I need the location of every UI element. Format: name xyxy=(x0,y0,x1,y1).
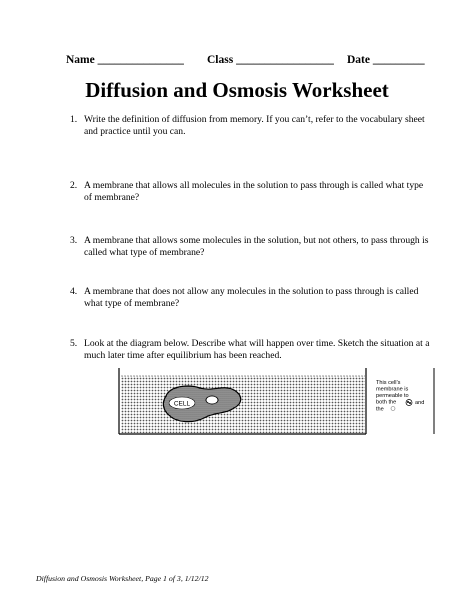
class-field-label: Class _________________ xyxy=(207,54,334,66)
caption-line: and xyxy=(415,400,425,406)
question-text: A membrane that allows some molecules in the solution, but not others, to pass through is called what type of membrane? xyxy=(84,235,429,258)
caption-line: both the xyxy=(376,399,397,406)
page-footer: Diffusion and Osmosis Worksheet, Page 1 of 3, 1/12/12 xyxy=(36,574,209,583)
cell-label: CELL xyxy=(173,400,191,408)
water-particle-icon xyxy=(391,407,395,411)
question-number: 2. xyxy=(70,180,78,191)
worksheet-title: Diffusion and Osmosis Worksheet xyxy=(85,78,389,102)
question-text: Write the definition of diffusion from memory. If you can’t, refer to the vocabulary sheet and practice until you can. xyxy=(84,114,425,137)
caption-line: This cell’s xyxy=(376,380,401,386)
diffusion-diagram xyxy=(118,368,436,436)
solute-particle-icon xyxy=(406,400,412,406)
question-text: A membrane that allows all molecules in the solution to pass through is called what type of membrane? xyxy=(84,180,424,203)
question-number: 1. xyxy=(70,114,78,125)
caption-line: permeable to xyxy=(376,393,409,399)
question-number: 4. xyxy=(70,286,78,297)
question-number: 5. xyxy=(70,338,78,349)
date-field-label: Date _________ xyxy=(347,54,425,66)
vacuole-shape xyxy=(206,396,218,404)
solution-fill xyxy=(121,376,365,433)
caption-line: the xyxy=(376,406,384,413)
question-number: 3. xyxy=(70,235,78,246)
question-text: A membrane that does not allow any molecules in the solution to pass through is called what type of membrane? xyxy=(84,286,419,309)
svg-text:This cell’s membrane is xyxy=(376,380,410,406)
name-field-label: Name _______________ xyxy=(66,54,184,66)
caption-line: membrane is xyxy=(376,386,409,393)
question-text: Look at the diagram below. Describe what will happen over time. Sketch the situation at a much later time after equilibrium has been reached. xyxy=(84,338,430,361)
